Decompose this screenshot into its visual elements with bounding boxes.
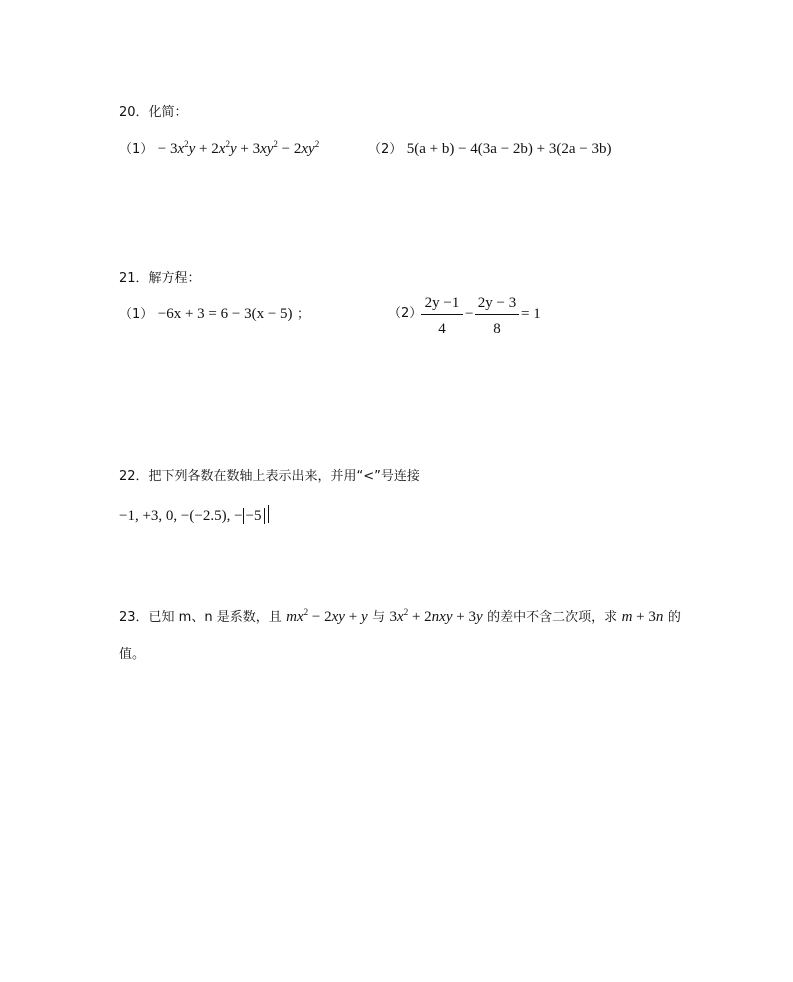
q23-line1 — [119, 609, 681, 626]
q21-fraction-1 — [421, 295, 463, 338]
q21-part2-label: （2） — [388, 306, 423, 321]
q21-part1 — [119, 306, 310, 323]
q21-part1-end: ； — [296, 307, 310, 322]
q20-title: 20．化简： — [119, 105, 188, 120]
q21-fraction-1-numerator: 2y −1 — [421, 295, 463, 315]
q20-part1 — [119, 141, 319, 158]
q23-expression-2: $3x^2 + 2nxy + 3y$ — [389, 607, 483, 625]
q21-fraction-2-numerator: 2y − 3 — [475, 295, 519, 315]
q20-part2-expression: 5(a + b) − 4(3a − 2b) + 3(2a − 3b) — [406, 141, 612, 157]
q22-absolute-value: −5 — [243, 508, 265, 524]
q22-title: 22．把下列各数在数轴上表示出来，并用“<”号连接 — [119, 469, 420, 484]
q20-part1-expression: − $3x^2y + 2x^2y + 3xy^2 - 2xy^2$ — [157, 139, 320, 157]
q21-fraction-1-denominator: 4 — [438, 321, 446, 337]
cursor-bar — [268, 505, 269, 523]
q23-text-a: 23．已知 m、n 是系数，且 — [119, 610, 282, 625]
q23-text-c: 的差中不含二次项，求 — [487, 610, 618, 625]
q23-expression-3: m + 3n — [621, 609, 664, 625]
q21-fraction-2-denominator: 8 — [493, 321, 501, 337]
q23-text-b: 与 — [372, 610, 386, 625]
q21-fraction-2 — [475, 295, 519, 338]
q21-part1-label: （1） — [119, 307, 154, 322]
q22-numbers — [119, 505, 269, 524]
q23-expression-1: $mx^2 - 2xy + y$ — [286, 607, 368, 625]
q21-title: 21．解方程： — [119, 271, 201, 286]
q21-rhs: = 1 — [521, 306, 541, 322]
q20-part2-label: （2） — [368, 142, 403, 157]
q23-text-d: 的 — [667, 610, 681, 625]
q21-part1-expression: −6x + 3 = 6 − 3(x − 5) — [157, 306, 293, 322]
q21-minus: − — [465, 306, 474, 322]
q20-part1-label: （1） — [119, 142, 154, 157]
q20-part2 — [368, 141, 611, 158]
q23-line2: 值。 — [119, 647, 146, 662]
q22-numbers-list: −1, +3, 0, −(−2.5), − — [119, 508, 243, 524]
